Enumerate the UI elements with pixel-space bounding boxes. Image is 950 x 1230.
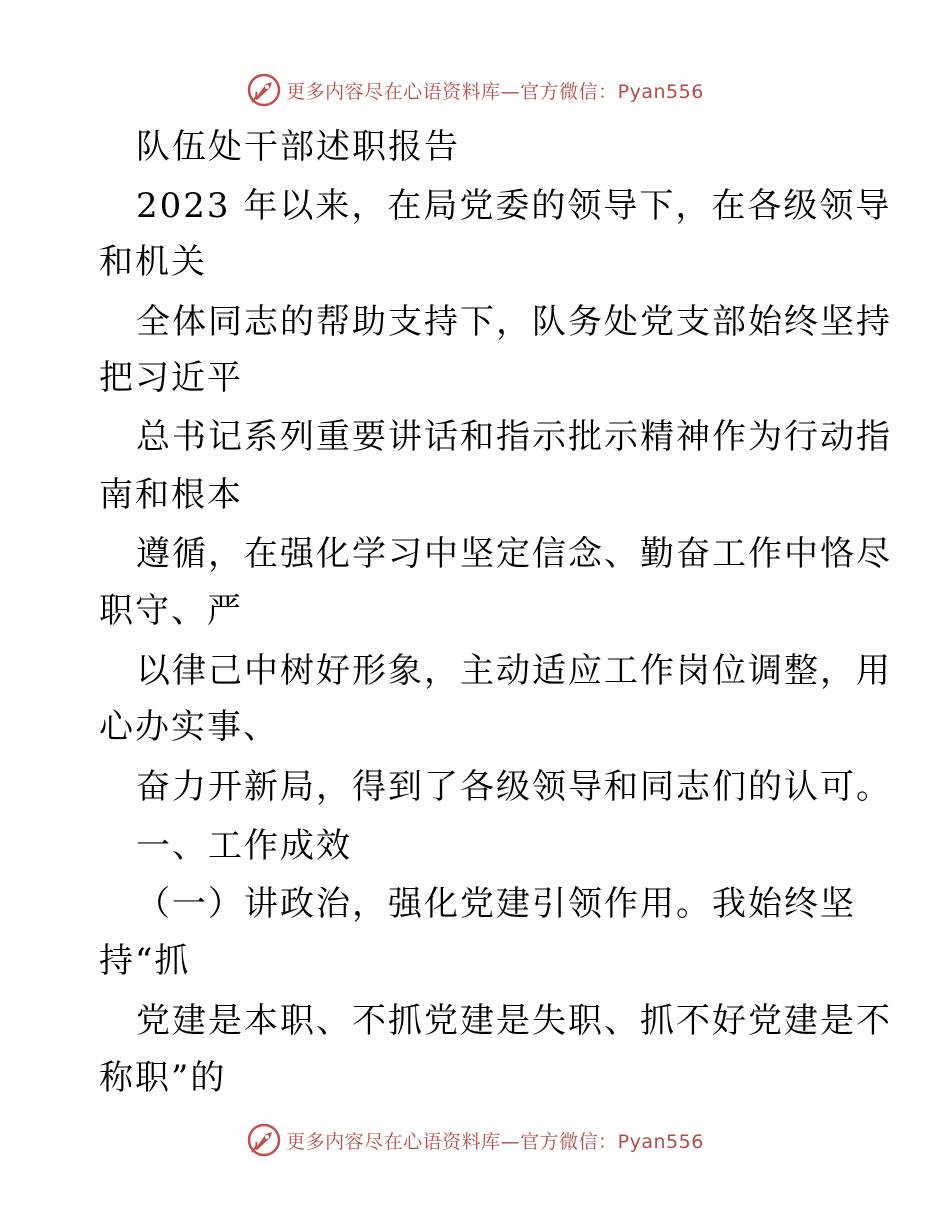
paragraph-line: 党建是本职、不抓党建是失职、抓不好党建是不	[136, 1001, 892, 1041]
subsection-heading: （一）讲政治，强化党建引领作用。我始终坚	[136, 884, 856, 924]
document-title: 队伍处干部述职报告	[136, 127, 460, 167]
footer-banner	[0, 1120, 950, 1160]
pen-nib-logo-icon	[246, 1122, 282, 1158]
header-banner	[0, 70, 950, 110]
paragraph-line: 总书记系列重要讲话和指示批示精神作为行动指	[136, 417, 892, 457]
paragraph-line: 称职”的	[99, 1058, 227, 1098]
paragraph-line: 奋力开新局，得到了各级领导和同志们的认可。	[136, 767, 892, 807]
paragraph-line: 南和根本	[99, 475, 243, 515]
paragraph-line: 心办实事、	[99, 707, 279, 747]
paragraph-line: 全体同志的帮助支持下，队务处党支部始终坚持	[136, 302, 892, 342]
paragraph-line: 把习近平	[99, 358, 243, 398]
paragraph-line: 职守、严	[99, 591, 243, 631]
footer-banner-text: 更多内容尽在心语资料库—官方微信：Pyan556	[286, 1130, 704, 1153]
paragraph-line: 持“抓	[99, 941, 191, 981]
paragraph-line: 以律己中树好形象，主动适应工作岗位调整，用	[136, 651, 892, 691]
paragraph-line: 2023 年以来，在局党委的领导下，在各级领导	[136, 186, 892, 226]
header-banner-text: 更多内容尽在心语资料库—官方微信：Pyan556	[286, 80, 704, 103]
pen-nib-logo-icon	[246, 72, 282, 108]
paragraph-line: 遵循，在强化学习中坚定信念、勤奋工作中恪尽	[136, 534, 892, 574]
paragraph-line: 和机关	[99, 242, 207, 282]
section-heading: 一、工作成效	[136, 826, 352, 866]
